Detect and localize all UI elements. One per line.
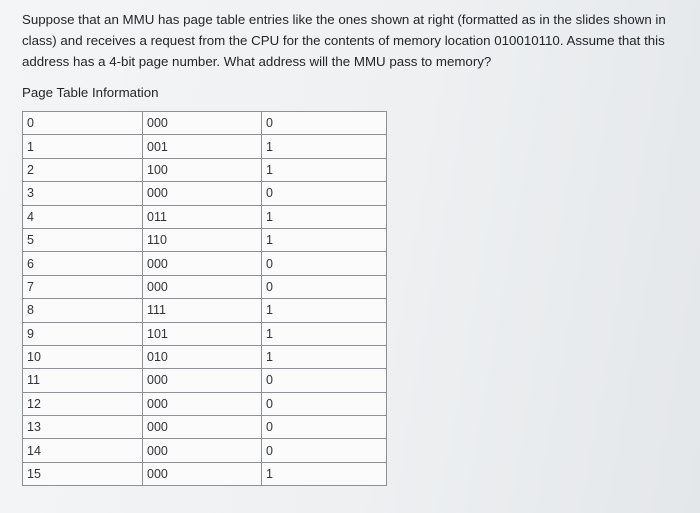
valid-bit-cell: 0 xyxy=(262,369,387,392)
page-number-cell: 3 xyxy=(23,182,143,205)
valid-bit-cell: 1 xyxy=(262,462,387,485)
page-number-cell: 5 xyxy=(23,228,143,251)
frame-number-cell: 000 xyxy=(143,416,262,439)
page-number-cell: 10 xyxy=(23,345,143,368)
table-row xyxy=(23,158,387,181)
table-row xyxy=(23,205,387,228)
page-number-cell: 14 xyxy=(23,439,143,462)
frame-number-cell: 000 xyxy=(143,369,262,392)
valid-bit-cell: 1 xyxy=(262,158,387,181)
page-number-cell: 8 xyxy=(23,299,143,322)
page-number-cell: 7 xyxy=(23,275,143,298)
valid-bit-cell: 0 xyxy=(262,439,387,462)
valid-bit-cell: 1 xyxy=(262,322,387,345)
frame-number-cell: 100 xyxy=(143,158,262,181)
table-row xyxy=(23,228,387,251)
table-row xyxy=(23,182,387,205)
table-row xyxy=(23,416,387,439)
page-number-cell: 0 xyxy=(23,112,143,135)
valid-bit-cell: 1 xyxy=(262,135,387,158)
frame-number-cell: 000 xyxy=(143,112,262,135)
page-number-cell: 12 xyxy=(23,392,143,415)
frame-number-cell: 000 xyxy=(143,182,262,205)
frame-number-cell: 000 xyxy=(143,392,262,415)
page-number-cell: 4 xyxy=(23,205,143,228)
page-number-cell: 1 xyxy=(23,135,143,158)
table-row xyxy=(23,322,387,345)
frame-number-cell: 000 xyxy=(143,275,262,298)
valid-bit-cell: 0 xyxy=(262,392,387,415)
question-line-2: class) and receives a request from the CPU for the contents of memory location 010010110. Assume that this xyxy=(22,33,665,48)
page-number-cell: 15 xyxy=(23,462,143,485)
page-number-cell: 11 xyxy=(23,369,143,392)
frame-number-cell: 000 xyxy=(143,462,262,485)
table-row xyxy=(23,439,387,462)
valid-bit-cell: 0 xyxy=(262,275,387,298)
frame-number-cell: 111 xyxy=(143,299,262,322)
table-row xyxy=(23,299,387,322)
valid-bit-cell: 1 xyxy=(262,345,387,368)
frame-number-cell: 001 xyxy=(143,135,262,158)
page-number-cell: 9 xyxy=(23,322,143,345)
valid-bit-cell: 0 xyxy=(262,252,387,275)
frame-number-cell: 101 xyxy=(143,322,262,345)
valid-bit-cell: 0 xyxy=(262,182,387,205)
valid-bit-cell: 1 xyxy=(262,299,387,322)
question-line-3: address has a 4-bit page number. What address will the MMU pass to memory? xyxy=(22,54,492,69)
table-row xyxy=(23,252,387,275)
valid-bit-cell: 0 xyxy=(262,416,387,439)
valid-bit-cell: 1 xyxy=(262,205,387,228)
table-row xyxy=(23,392,387,415)
table-row xyxy=(23,369,387,392)
table-row xyxy=(23,275,387,298)
table-row xyxy=(23,462,387,485)
frame-number-cell: 010 xyxy=(143,345,262,368)
frame-number-cell: 110 xyxy=(143,228,262,251)
table-row xyxy=(23,345,387,368)
page-table xyxy=(22,111,387,486)
valid-bit-cell: 1 xyxy=(262,228,387,251)
question-line-1: Suppose that an MMU has page table entries like the ones shown at right (formatted as in the slides shown in xyxy=(22,12,666,27)
frame-number-cell: 011 xyxy=(143,205,262,228)
page-number-cell: 6 xyxy=(23,252,143,275)
frame-number-cell: 000 xyxy=(143,252,262,275)
question-text xyxy=(22,9,672,72)
valid-bit-cell: 0 xyxy=(262,112,387,135)
page-table-title: Page Table Information xyxy=(22,85,159,100)
table-row xyxy=(23,112,387,135)
frame-number-cell: 000 xyxy=(143,439,262,462)
page-table-body xyxy=(23,112,387,486)
page-number-cell: 2 xyxy=(23,158,143,181)
table-row xyxy=(23,135,387,158)
page-number-cell: 13 xyxy=(23,416,143,439)
